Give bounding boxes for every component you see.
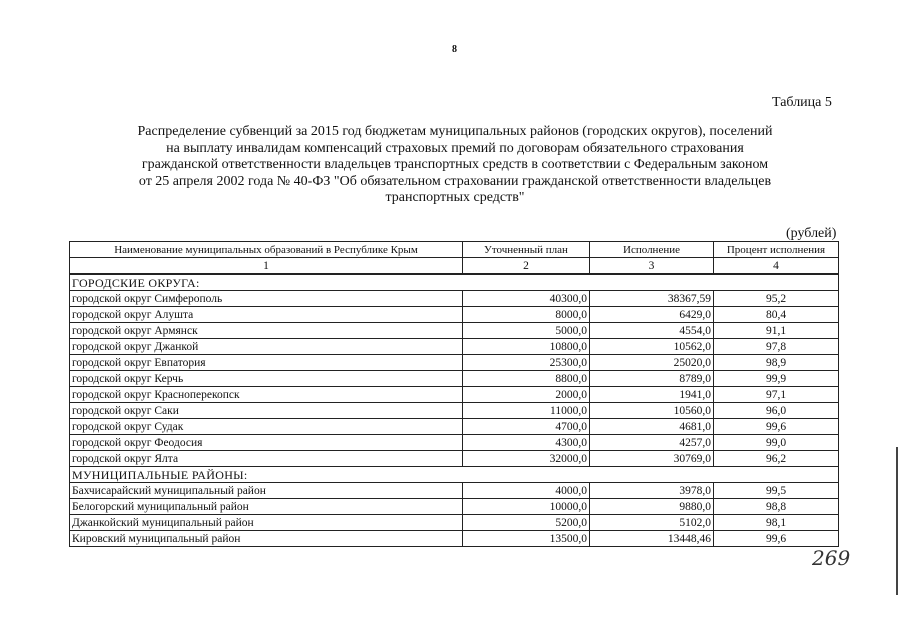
cell-execution: 38367,59 — [590, 291, 714, 307]
cell-execution: 9880,0 — [590, 499, 714, 515]
column-number: 4 — [714, 258, 839, 275]
cell-percent: 99,0 — [714, 435, 839, 451]
cell-execution: 4554,0 — [590, 323, 714, 339]
cell-plan: 5000,0 — [463, 323, 590, 339]
cell-execution: 1941,0 — [590, 387, 714, 403]
subsidy-table — [69, 241, 839, 547]
document-title — [110, 124, 800, 207]
column-number: 1 — [70, 258, 463, 275]
cell-execution: 4257,0 — [590, 435, 714, 451]
cell-plan: 4700,0 — [463, 419, 590, 435]
cell-percent: 99,6 — [714, 531, 839, 547]
table-row — [70, 323, 839, 339]
table-row — [70, 499, 839, 515]
cell-name: городской округ Ялта — [70, 451, 463, 467]
section-row — [70, 467, 839, 483]
cell-plan: 11000,0 — [463, 403, 590, 419]
cell-name: городской округ Симферополь — [70, 291, 463, 307]
cell-plan: 13500,0 — [463, 531, 590, 547]
cell-execution: 3978,0 — [590, 483, 714, 499]
cell-plan: 32000,0 — [463, 451, 590, 467]
cell-percent: 80,4 — [714, 307, 839, 323]
table-row — [70, 531, 839, 547]
cell-name: Кировский муниципальный район — [70, 531, 463, 547]
cell-percent: 91,1 — [714, 323, 839, 339]
cell-name: городской округ Джанкой — [70, 339, 463, 355]
cell-percent: 98,8 — [714, 499, 839, 515]
title-line: транспортных средств" — [385, 190, 525, 205]
title-line: гражданской ответственности владельцев транспортных средств в соответствии с Федеральным законом — [141, 157, 769, 172]
cell-name: городской округ Феодосия — [70, 435, 463, 451]
cell-plan: 4000,0 — [463, 483, 590, 499]
page-number: 8 — [452, 44, 457, 55]
table-row — [70, 435, 839, 451]
cell-percent: 96,0 — [714, 403, 839, 419]
cell-name: Джанкойский муниципальный район — [70, 515, 463, 531]
handwritten-page-number: 269 — [812, 546, 851, 570]
cell-name: городской округ Саки — [70, 403, 463, 419]
table-row — [70, 515, 839, 531]
cell-name: городской округ Судак — [70, 419, 463, 435]
cell-execution: 10562,0 — [590, 339, 714, 355]
cell-execution: 8789,0 — [590, 371, 714, 387]
column-number: 2 — [463, 258, 590, 275]
cell-name: Бахчисарайский муниципальный район — [70, 483, 463, 499]
cell-percent: 97,8 — [714, 339, 839, 355]
column-number-row — [70, 258, 839, 275]
table-row — [70, 419, 839, 435]
header-execution: Исполнение — [590, 242, 714, 258]
table-row — [70, 307, 839, 323]
cell-execution: 5102,0 — [590, 515, 714, 531]
title-line: от 25 апреля 2002 года № 40-ФЗ "Об обязательном страховании гражданской ответственности владельцев — [138, 173, 772, 189]
cell-execution: 6429,0 — [590, 307, 714, 323]
cell-plan: 5200,0 — [463, 515, 590, 531]
cell-plan: 4300,0 — [463, 435, 590, 451]
table-label: Таблица 5 — [772, 95, 832, 110]
table-row — [70, 355, 839, 371]
table-row — [70, 339, 839, 355]
cell-percent: 99,5 — [714, 483, 839, 499]
table-body — [70, 274, 839, 547]
cell-plan: 10000,0 — [463, 499, 590, 515]
cell-execution: 25020,0 — [590, 355, 714, 371]
table-row — [70, 483, 839, 499]
cell-plan: 8800,0 — [463, 371, 590, 387]
header-plan: Уточненный план — [463, 242, 590, 258]
cell-execution: 30769,0 — [590, 451, 714, 467]
cell-percent: 97,1 — [714, 387, 839, 403]
cell-plan: 8000,0 — [463, 307, 590, 323]
cell-name: городской округ Евпатория — [70, 355, 463, 371]
section-title: МУНИЦИПАЛЬНЫЕ РАЙОНЫ: — [70, 467, 839, 483]
section-title: ГОРОДСКИЕ ОКРУГА: — [70, 274, 839, 291]
cell-execution: 10560,0 — [590, 403, 714, 419]
cell-plan: 25300,0 — [463, 355, 590, 371]
cell-execution: 4681,0 — [590, 419, 714, 435]
cell-plan: 2000,0 — [463, 387, 590, 403]
cell-plan: 40300,0 — [463, 291, 590, 307]
header-name: Наименование муниципальных образований в Республике Крым — [70, 242, 463, 258]
column-number: 3 — [590, 258, 714, 275]
cell-percent: 96,2 — [714, 451, 839, 467]
cell-name: городской округ Красноперекопск — [70, 387, 463, 403]
units-label: (рублей) — [786, 226, 837, 241]
margin-line — [896, 447, 898, 595]
cell-plan: 10800,0 — [463, 339, 590, 355]
cell-percent: 98,9 — [714, 355, 839, 371]
cell-name: городской округ Алушта — [70, 307, 463, 323]
cell-execution: 13448,46 — [590, 531, 714, 547]
title-line: на выплату инвалидам компенсаций страховых премий по договорам обязательного страхования — [166, 140, 744, 156]
table-row — [70, 291, 839, 307]
cell-name: городской округ Армянск — [70, 323, 463, 339]
cell-percent: 99,9 — [714, 371, 839, 387]
table-row — [70, 403, 839, 419]
cell-name: городской округ Керчь — [70, 371, 463, 387]
table-row — [70, 451, 839, 467]
cell-percent: 95,2 — [714, 291, 839, 307]
header-percent: Процент исполнения — [714, 242, 839, 258]
title-line: Распределение субвенций за 2015 год бюджетам муниципальных районов (городских округов), поселений — [137, 124, 773, 139]
cell-percent: 98,1 — [714, 515, 839, 531]
table-row — [70, 371, 839, 387]
section-row — [70, 274, 839, 291]
header-row — [70, 242, 839, 258]
cell-name: Белогорский муниципальный район — [70, 499, 463, 515]
table-row — [70, 387, 839, 403]
cell-percent: 99,6 — [714, 419, 839, 435]
